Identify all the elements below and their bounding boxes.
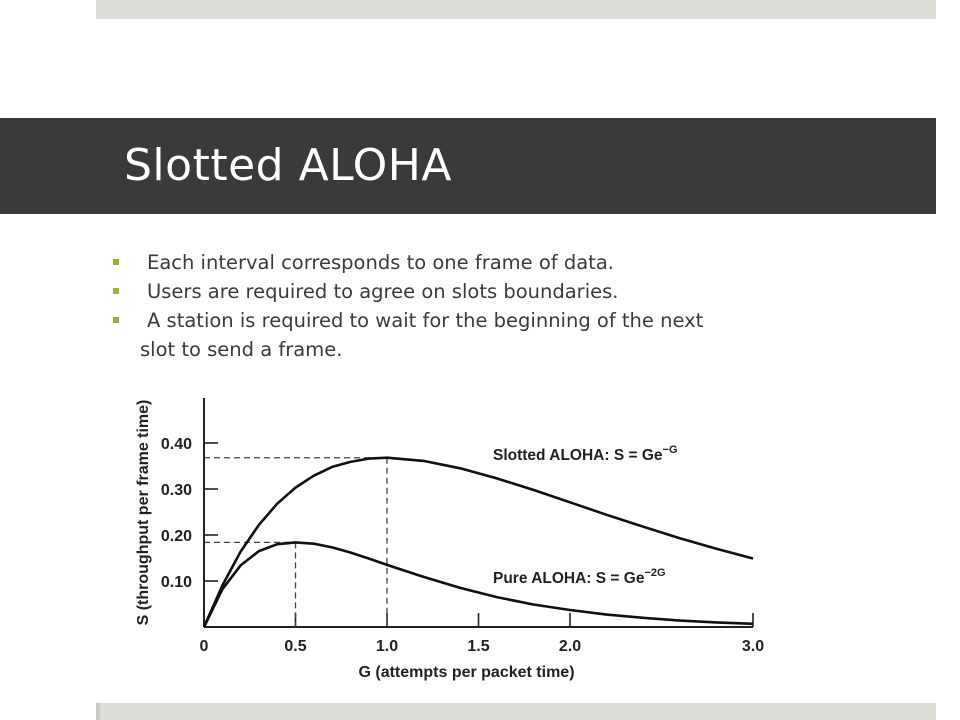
- series-label-exponent: −G: [662, 444, 678, 456]
- bottom-frame-bar: [96, 703, 936, 720]
- x-tick-label: 2.0: [558, 638, 582, 655]
- bullet-item: [110, 277, 830, 306]
- bullet-text: A station is required to wait for the beginning of the next: [147, 309, 704, 332]
- x-tick-label: 0: [199, 638, 209, 655]
- x-tick-label: 1.0: [375, 638, 399, 655]
- square-bullet-icon: [113, 288, 119, 294]
- y-tick-label: 0.20: [160, 528, 192, 545]
- bullet-item: [110, 306, 830, 364]
- x-tick-label: 3.0: [741, 638, 765, 655]
- curves: [204, 458, 753, 627]
- pure-aloha-label: [493, 567, 666, 587]
- y-tick-label: 0.10: [160, 574, 192, 591]
- aloha-throughput-chart: [120, 380, 780, 690]
- bullet-text: Each interval corresponds to one frame of data.: [147, 251, 614, 274]
- x-tick-label: 1.5: [467, 638, 490, 655]
- bullet-text-continuation: slot to send a frame.: [140, 338, 343, 361]
- series-label-text: Slotted ALOHA: S = Ge: [493, 447, 663, 464]
- y-tick-label: 0.40: [160, 436, 192, 453]
- chart-labels: [135, 400, 764, 681]
- bullet-item: [110, 248, 830, 277]
- series-label-exponent: −2G: [644, 567, 666, 579]
- slotted-aloha-label: [493, 444, 678, 464]
- bullet-list: [110, 248, 830, 364]
- x-tick-label: 0.5: [284, 638, 307, 655]
- y-tick-label: 0.30: [160, 482, 192, 499]
- top-frame-bar: [96, 0, 936, 19]
- x-axis-title: G (attempts per packet time): [358, 664, 575, 681]
- bullet-text: Users are required to agree on slots boundaries.: [147, 280, 619, 303]
- y-axis-title: S (throughput per frame time): [135, 399, 152, 626]
- bottom-frame-notch: [96, 703, 100, 720]
- slide-title: Slotted ALOHA: [124, 140, 452, 191]
- series-label-text: Pure ALOHA: S = Ge: [493, 570, 645, 587]
- square-bullet-icon: [113, 259, 119, 265]
- square-bullet-icon: [113, 317, 119, 323]
